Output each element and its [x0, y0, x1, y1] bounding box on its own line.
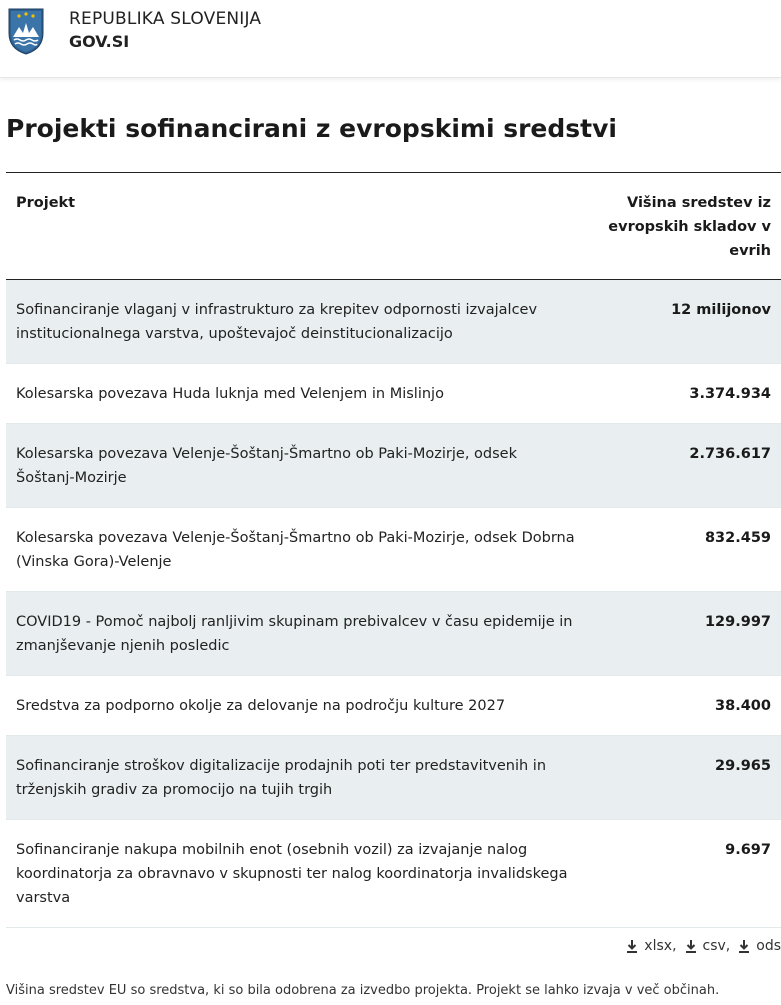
download-format-label: xlsx	[644, 938, 673, 954]
download-icon	[738, 940, 750, 953]
download-icon	[685, 940, 697, 953]
project-name: COVID19 - Pomoč najbolj ranljivim skupinam prebivalcev v času epidemije in zmanjševanje njenih posledic	[16, 614, 573, 654]
download-links	[0, 934, 781, 958]
project-name: Sredstva za podporno okolje za delovanje na področju kulture 2027	[16, 698, 506, 714]
separator: ,	[672, 938, 677, 954]
table-row	[6, 592, 781, 676]
download-xlsx-link[interactable]	[626, 938, 672, 954]
project-amount: 129.997	[704, 614, 771, 630]
project-amount: 9.697	[725, 842, 771, 858]
brand[interactable]	[69, 5, 261, 55]
table-row	[6, 364, 781, 424]
table-row	[6, 736, 781, 820]
separator: ,	[725, 938, 731, 954]
page-title: Projekti sofinancirani z evropskimi sredstvi	[6, 114, 617, 143]
download-icon	[626, 940, 638, 953]
project-name: Kolesarska povezava Velenje-Šoštanj-Šmartno ob Paki-Mozirje, odsek Dobrna (Vinska Gora)-Velenje	[16, 530, 575, 570]
project-amount: 29.965	[715, 758, 771, 774]
project-name: Sofinanciranje nakupa mobilnih enot (osebnih vozil) za izvajanje nalog koordinatorja za obravnavo v skupnosti ter nalog koordinatorja invalidskega varstva	[16, 842, 568, 906]
table-row	[6, 820, 781, 928]
table-row	[6, 424, 781, 508]
column-header-amount-line: evropskih skladov v	[608, 219, 771, 235]
column-header-amount-line: Višina sredstev iz	[627, 195, 771, 211]
site-header	[0, 0, 781, 78]
column-header-amount-line: evrih	[729, 243, 771, 259]
project-name: Kolesarska povezava Velenje-Šoštanj-Šmartno ob Paki-Mozirje, odsek Šoštanj-Mozirje	[16, 446, 517, 486]
slovenia-coat-of-arms-logo[interactable]	[7, 5, 45, 55]
footnote: Višina sredstev EU so sredstva, ki so bila odobrena za izvedbo projekta. Projekt se lahko izvaja v več občinah.	[6, 983, 720, 998]
project-amount: 3.374.934	[689, 386, 771, 402]
table-row	[6, 676, 781, 736]
project-name: Sofinanciranje stroškov digitalizacije prodajnih poti ter predstavitvenih in trženjskih gradiv za promocijo na tujih trgih	[16, 758, 547, 798]
table-row	[6, 508, 781, 592]
project-name: Sofinanciranje vlaganj v infrastrukturo za krepitev odpornosti izvajalcev institucionalnega varstva, upoštevajoč deinstitucionalizacijo	[16, 302, 538, 342]
brand-title: REPUBLIKA SLOVENIJA	[69, 9, 262, 29]
project-name: Kolesarska povezava Huda luknja med Velenjem in Mislinjo	[16, 386, 444, 402]
project-amount: 2.736.617	[689, 446, 771, 462]
column-header-amount	[601, 191, 771, 263]
column-header-project: Projekt	[16, 195, 76, 211]
project-amount: 12 milijonov	[671, 302, 771, 318]
download-ods-link[interactable]	[738, 938, 781, 954]
table-row	[6, 280, 781, 364]
projects-table	[6, 172, 781, 928]
download-format-label: csv	[702, 938, 726, 954]
project-amount: 38.400	[715, 698, 771, 714]
table-header	[6, 173, 781, 280]
project-amount: 832.459	[704, 530, 771, 546]
download-format-label: ods	[756, 938, 781, 954]
brand-subtitle: GOV.SI	[69, 32, 130, 51]
download-csv-link[interactable]	[685, 938, 726, 954]
